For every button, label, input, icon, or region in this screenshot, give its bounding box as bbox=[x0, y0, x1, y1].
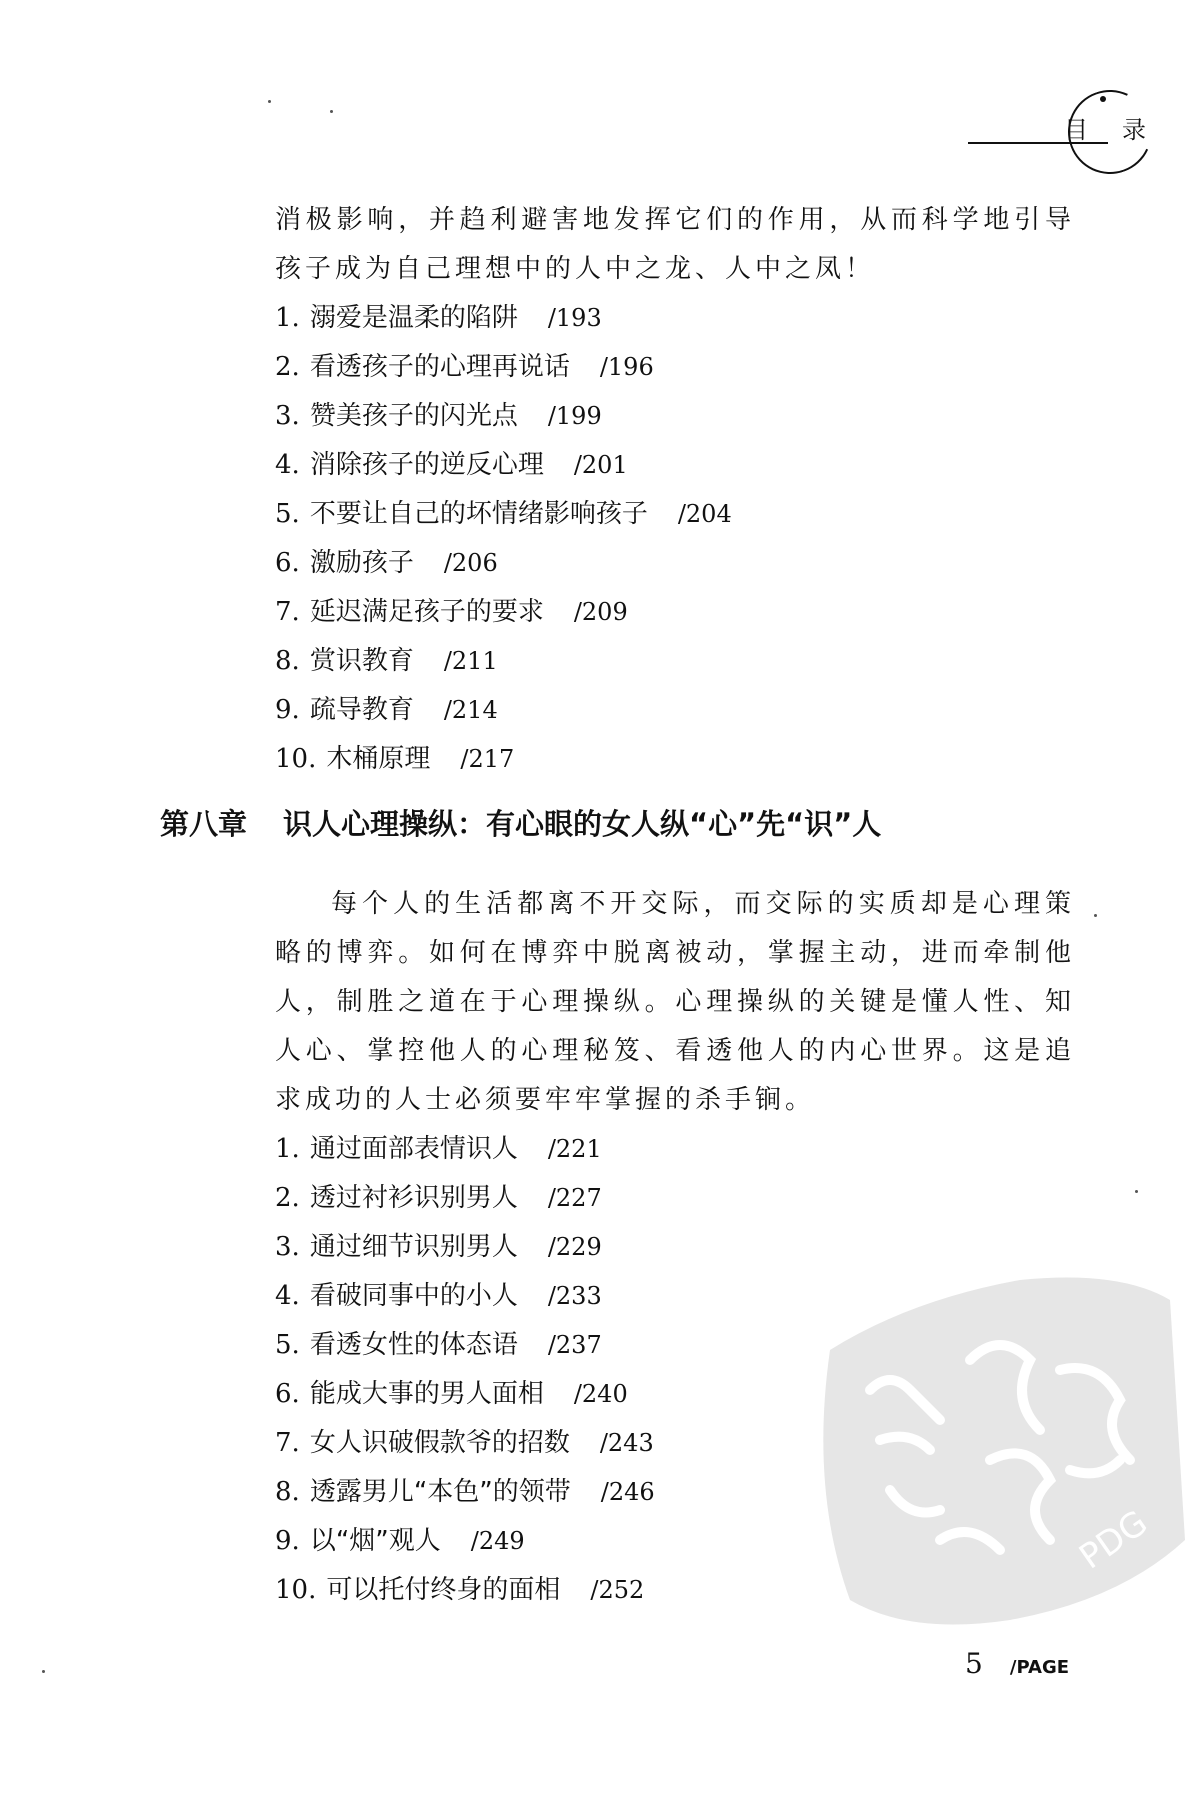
toc-item[interactable] bbox=[275, 294, 1075, 343]
header-dot-decoration bbox=[1100, 96, 1106, 102]
seal-watermark-icon bbox=[790, 1240, 1188, 1640]
toc-item-title: 透露男儿“本色”的领带 bbox=[309, 1477, 571, 1507]
scan-speck bbox=[268, 100, 271, 103]
scan-speck bbox=[42, 1670, 45, 1673]
toc-item-title: 透过衬衫识别男人 bbox=[309, 1183, 518, 1213]
toc-item-title: 赞美孩子的闪光点 bbox=[309, 401, 518, 431]
toc-item-title: 溺爱是温柔的陷阱 bbox=[309, 303, 518, 333]
header-title: 目录 bbox=[1064, 116, 1180, 144]
toc-item-number: 7. bbox=[275, 597, 300, 627]
chapter-description: 每个人的生活都离不开交际，而交际的实质却是心理策略的博弈。如何在博弈中脱离被动，掌握主动，进而牵制他人，制胜之道在于心理操纵。心理操纵的关键是懂人性、知人心、掌控他人的心理秘笈、看透他人的内心世界。这是追求成功的人士必须要牢牢掌握的杀手锏。 bbox=[275, 889, 1075, 1115]
toc-item-page: /193 bbox=[547, 304, 602, 332]
toc-item-page: /243 bbox=[599, 1429, 654, 1457]
toc-item-number: 1. bbox=[275, 303, 300, 333]
toc-item-title: 赏识教育 bbox=[309, 646, 414, 676]
chapter-heading[interactable] bbox=[160, 802, 881, 843]
toc-item-title: 通过面部表情识人 bbox=[309, 1134, 518, 1164]
toc-item[interactable] bbox=[275, 392, 1075, 441]
toc-item-number: 4. bbox=[275, 1281, 300, 1311]
toc-item[interactable] bbox=[275, 1125, 1075, 1174]
toc-item[interactable] bbox=[275, 637, 1075, 686]
toc-item[interactable] bbox=[275, 686, 1075, 735]
toc-item-page: /201 bbox=[573, 451, 628, 479]
watermark-text: PDG bbox=[1072, 1502, 1155, 1578]
toc-item-number: 10. bbox=[275, 744, 317, 774]
toc-list-chapter7 bbox=[275, 294, 1075, 784]
toc-item-page: /214 bbox=[443, 696, 498, 724]
toc-item-page: /211 bbox=[443, 647, 498, 675]
toc-item-page: /221 bbox=[547, 1135, 602, 1163]
toc-item-title: 看透孩子的心理再说话 bbox=[309, 352, 570, 382]
toc-item-number: 2. bbox=[275, 352, 300, 382]
toc-item-number: 9. bbox=[275, 1526, 300, 1556]
toc-item-number: 8. bbox=[275, 646, 300, 676]
running-header bbox=[968, 96, 1180, 166]
toc-item[interactable] bbox=[275, 735, 1075, 784]
chapter-title: 识人心理操纵：有心眼的女人纵“心”先“识”人 bbox=[283, 807, 882, 841]
toc-item-number: 4. bbox=[275, 450, 300, 480]
toc-item[interactable] bbox=[275, 490, 1075, 539]
toc-item-page: /252 bbox=[590, 1576, 645, 1604]
toc-item-title: 不要让自己的坏情绪影响孩子 bbox=[309, 499, 648, 529]
toc-item-page: /206 bbox=[443, 549, 498, 577]
toc-item-page: /240 bbox=[573, 1380, 628, 1408]
toc-item-page: /196 bbox=[599, 353, 654, 381]
toc-item-page: /233 bbox=[547, 1282, 602, 1310]
toc-item[interactable] bbox=[275, 441, 1075, 490]
toc-item-number: 6. bbox=[275, 1379, 300, 1409]
toc-item-number: 3. bbox=[275, 401, 300, 431]
toc-item-number: 1. bbox=[275, 1134, 300, 1164]
toc-item-title: 消除孩子的逆反心理 bbox=[309, 450, 544, 480]
toc-item-title: 木桶原理 bbox=[326, 744, 431, 774]
toc-item-title: 能成大事的男人面相 bbox=[309, 1379, 544, 1409]
toc-item[interactable] bbox=[275, 588, 1075, 637]
intro-paragraph: 消极影响，并趋利避害地发挥它们的作用，从而科学地引导孩子成为自己理想中的人中之龙、人中之凤！ bbox=[275, 205, 1075, 284]
toc-item-title: 延迟满足孩子的要求 bbox=[309, 597, 544, 627]
toc-item-number: 6. bbox=[275, 548, 300, 578]
toc-item-number: 10. bbox=[275, 1575, 317, 1605]
toc-item-number: 3. bbox=[275, 1232, 300, 1262]
toc-item-title: 以“烟”观人 bbox=[309, 1526, 441, 1556]
toc-item-title: 看透女性的体态语 bbox=[309, 1330, 518, 1360]
toc-item-page: /237 bbox=[547, 1331, 602, 1359]
toc-item[interactable] bbox=[275, 1174, 1075, 1223]
scan-speck bbox=[330, 110, 333, 113]
toc-item-number: 9. bbox=[275, 695, 300, 725]
toc-item-number: 2. bbox=[275, 1183, 300, 1213]
toc-item-page: /249 bbox=[470, 1527, 525, 1555]
toc-item-number: 7. bbox=[275, 1428, 300, 1458]
toc-item-page: /229 bbox=[547, 1233, 602, 1261]
toc-item-title: 通过细节识别男人 bbox=[309, 1232, 518, 1262]
scan-speck bbox=[1094, 914, 1097, 917]
toc-item[interactable] bbox=[275, 539, 1075, 588]
scan-speck bbox=[1135, 1190, 1138, 1193]
toc-item-page: /217 bbox=[460, 745, 515, 773]
toc-item-page: /209 bbox=[573, 598, 628, 626]
toc-item-number: 5. bbox=[275, 499, 300, 529]
toc-item-title: 激励孩子 bbox=[309, 548, 414, 578]
page-tag: /PAGE bbox=[1009, 1657, 1070, 1678]
toc-item-title: 可以托付终身的面相 bbox=[326, 1575, 561, 1605]
chapter7-continuation bbox=[275, 196, 1075, 784]
toc-item-page: /227 bbox=[547, 1184, 602, 1212]
toc-item-number: 5. bbox=[275, 1330, 300, 1360]
toc-item[interactable] bbox=[275, 343, 1075, 392]
toc-item-title: 看破同事中的小人 bbox=[309, 1281, 518, 1311]
toc-item-number: 8. bbox=[275, 1477, 300, 1507]
page-footer bbox=[965, 1647, 1069, 1680]
toc-item-page: /199 bbox=[547, 402, 602, 430]
chapter-label: 第八章 bbox=[160, 807, 248, 841]
toc-item-page: /204 bbox=[677, 500, 732, 528]
page-number: 5 bbox=[965, 1647, 983, 1680]
toc-item-title: 女人识破假款爷的招数 bbox=[309, 1428, 570, 1458]
toc-item-title: 疏导教育 bbox=[309, 695, 414, 725]
toc-item-page: /246 bbox=[600, 1478, 655, 1506]
